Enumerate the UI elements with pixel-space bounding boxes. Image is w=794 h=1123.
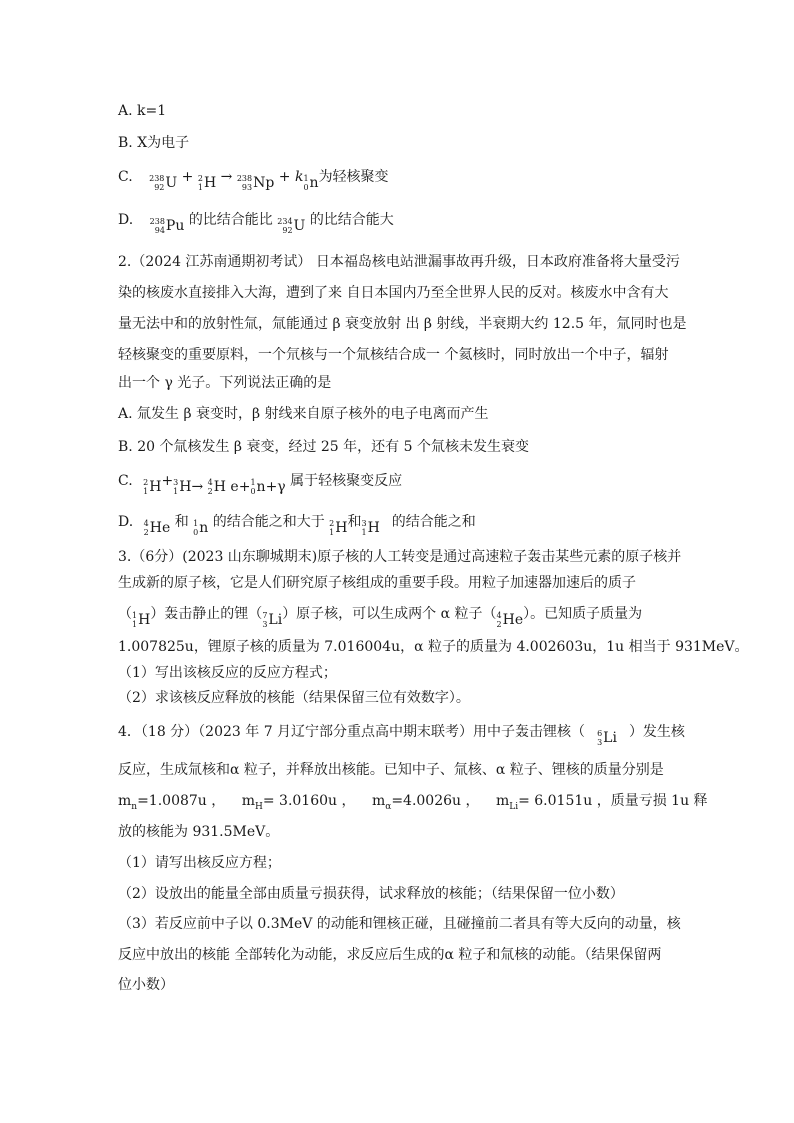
mass-subscript: Li [509, 801, 519, 812]
mass-subscript: n [131, 801, 138, 812]
mass-symbol: m [241, 793, 255, 809]
q4-stem-line: 放的核能为 931.5MeV。 [118, 824, 280, 840]
conj-and: 和 [174, 514, 189, 530]
q2-option-d-mid: 的结合能之和大于 [212, 514, 325, 530]
conj-and: 和 [347, 514, 362, 530]
q2-option-d [118, 512, 476, 538]
q2-option-d-end: 的结合能之和 [391, 514, 476, 530]
q4-subquestion: 反应中放出的核能 全部转化为动能，求反应后生成的α 粒子和氚核的动能。（结果保留两 [118, 947, 662, 963]
nuclide-proton: 1 1 H [132, 611, 151, 629]
nuclide-he4: 4 2 He [143, 519, 171, 537]
q1-option-c [118, 167, 389, 193]
q2-option-d-label: D. [118, 514, 134, 530]
nuclide-neutron: 1 0 n+γ [250, 478, 286, 496]
nuclide-he4: 4 2 H e+ [207, 478, 251, 496]
mass-subscript: H [255, 801, 263, 812]
nuclide-np238: 238 93 Np [236, 174, 275, 192]
mass-symbol: m [118, 793, 132, 809]
paren-open: （ [118, 606, 132, 622]
mass-value: =4.0026u ， [391, 793, 480, 809]
q3-text: ）。已知质子质量为 [523, 606, 643, 622]
q4-stem-line: 反应，生成氚核和α 粒子，并释放出核能。已知中子、氚核、α 粒子、锂核的质量分别是 [118, 762, 664, 778]
q2-stem-line: 2.（2024 江苏南通期初考试） 日本福岛核电站泄漏事故再升级，日本政府准备将大量受污 [118, 254, 680, 270]
q3-text: ）原子核，可以生成两个 α 粒子（ [282, 606, 497, 622]
nuclide-neutron: 1 0 n [303, 174, 319, 192]
q3-stem-line: 生成新的原子核，它是人们研究原子核组成的重要手段。用粒子加速器加速后的质子 [118, 575, 636, 591]
q1-option-d-mid: 的比结合能比 [188, 212, 273, 228]
nuclide-h2: 2 1 H [329, 519, 348, 537]
q1-option-d [118, 210, 394, 236]
nuclide-neutron: 1 0 n [193, 519, 209, 537]
q3-text: ）轰击静止的锂（ [150, 606, 263, 622]
q4-mass-values [118, 791, 708, 817]
q2-option-c-label: C. [118, 473, 133, 489]
mass-value: =1.0087u ， [137, 793, 226, 809]
q1-option-a-text: A. k=1 [118, 103, 167, 119]
q1-option-d-label: D. [118, 212, 134, 228]
q3-stem-line: 3.（6分）(2023 山东聊城期末)原子核的人工转变是通过高速粒子轰击某些元素的原子核并 [118, 549, 682, 565]
coef-k: k [294, 169, 304, 185]
q2-stem-line: 染的核废水直接排入大海，遭到了来 自日本国内乃至全世界人民的反对。核废水中含有大 [118, 285, 669, 301]
plus-sign: + [181, 169, 194, 185]
q2-option-a: A. 氚发生 β 衰变时，β 射线来自原子核外的电子电离而产生 [118, 406, 489, 422]
q4-stem-line [118, 722, 685, 748]
mass-symbol: m [371, 793, 386, 809]
mass-value: = 6.0151u ，质量亏损 1u 释 [518, 793, 708, 809]
q3-stem-line: 1.007825u，锂原子核的质量为 7.016004u，α 粒子的质量为 4.002603u，1u 相当于 931MeV。 [118, 639, 749, 655]
mass-value: = 3.0160u ， [262, 793, 356, 809]
nuclide-h3: 3 1 H→ [173, 478, 204, 496]
q3-stem-line [118, 604, 642, 630]
plus-sign: + [278, 169, 291, 185]
q2-option-c [118, 471, 402, 497]
q1-option-d-end: 的比结合能大 [309, 212, 394, 228]
nuclide-u234: 234 92 U [277, 217, 306, 235]
q2-stem-line: 量无法中和的放射性氚，氚能通过 β 衰变放射 出 β 射线，半衰期大约 12.5 年，氚同时也是 [118, 316, 687, 332]
nuclide-pu238: 238 94 Pu [149, 217, 185, 235]
q1-option-b-text: B. X为电子 [118, 135, 190, 151]
nuclide-h2: 2 1 H [143, 478, 162, 496]
q1-option-a [118, 101, 166, 121]
nuclide-li6: 6 3 Li [597, 729, 617, 747]
nuclide-he4: 4 2 He [496, 611, 524, 629]
q4-subquestion: （3）若反应前中子以 0.3MeV 的动能和锂核正碰，且碰撞前二者具有等大反向的动量，核 [118, 916, 681, 932]
plus-sign: + [161, 473, 174, 489]
q1-option-c-text: 为轻核聚变 [318, 169, 389, 185]
q4-subquestion: （2）设放出的能量全部由质量亏损获得，试求释放的核能；（结果保留一位小数） [118, 886, 624, 902]
nuclide-u238: 238 92 U [149, 174, 178, 192]
mass-subscript: α [385, 801, 392, 812]
mass-symbol: m [495, 793, 510, 809]
q2-stem-line: 轻核聚变的重要原料，一个氘核与一个氚核结合成一 个氦核时，同时放出一个中子，辐射 [118, 347, 669, 363]
nuclide-h2: 2 1 H [197, 174, 217, 192]
q4-subquestion: 位小数） [118, 977, 174, 993]
nuclide-li7: 7 3 Li [262, 611, 283, 629]
q2-option-b: B. 20 个氚核发生 β 衰变，经过 25 年，还有 5 个氚核未发生衰变 [118, 439, 529, 455]
q2-option-c-text: 属于轻核聚变反应 [290, 473, 403, 489]
q3-subquestion: （2）求该核反应释放的核能（结果保留三位有效数字）。 [118, 690, 470, 706]
q2-stem-line: 出一个 γ 光子。下列说法正确的是 [118, 375, 332, 391]
arrow: → [220, 169, 233, 185]
q4-text: 4．（18 分）（2023 年 7 月辽宁部分重点高中期末联考）用中子轰击锂核（ [118, 724, 586, 740]
q4-text: ）发生核 [628, 724, 685, 740]
nuclide-h3: 3 1 H [361, 519, 380, 537]
q3-subquestion: （1）写出该核反应的反应方程式； [118, 665, 337, 681]
q4-subquestion: （1）请写出核反应方程； [118, 855, 281, 871]
q1-option-b [118, 133, 189, 153]
q1-option-c-label: C. [118, 169, 133, 185]
